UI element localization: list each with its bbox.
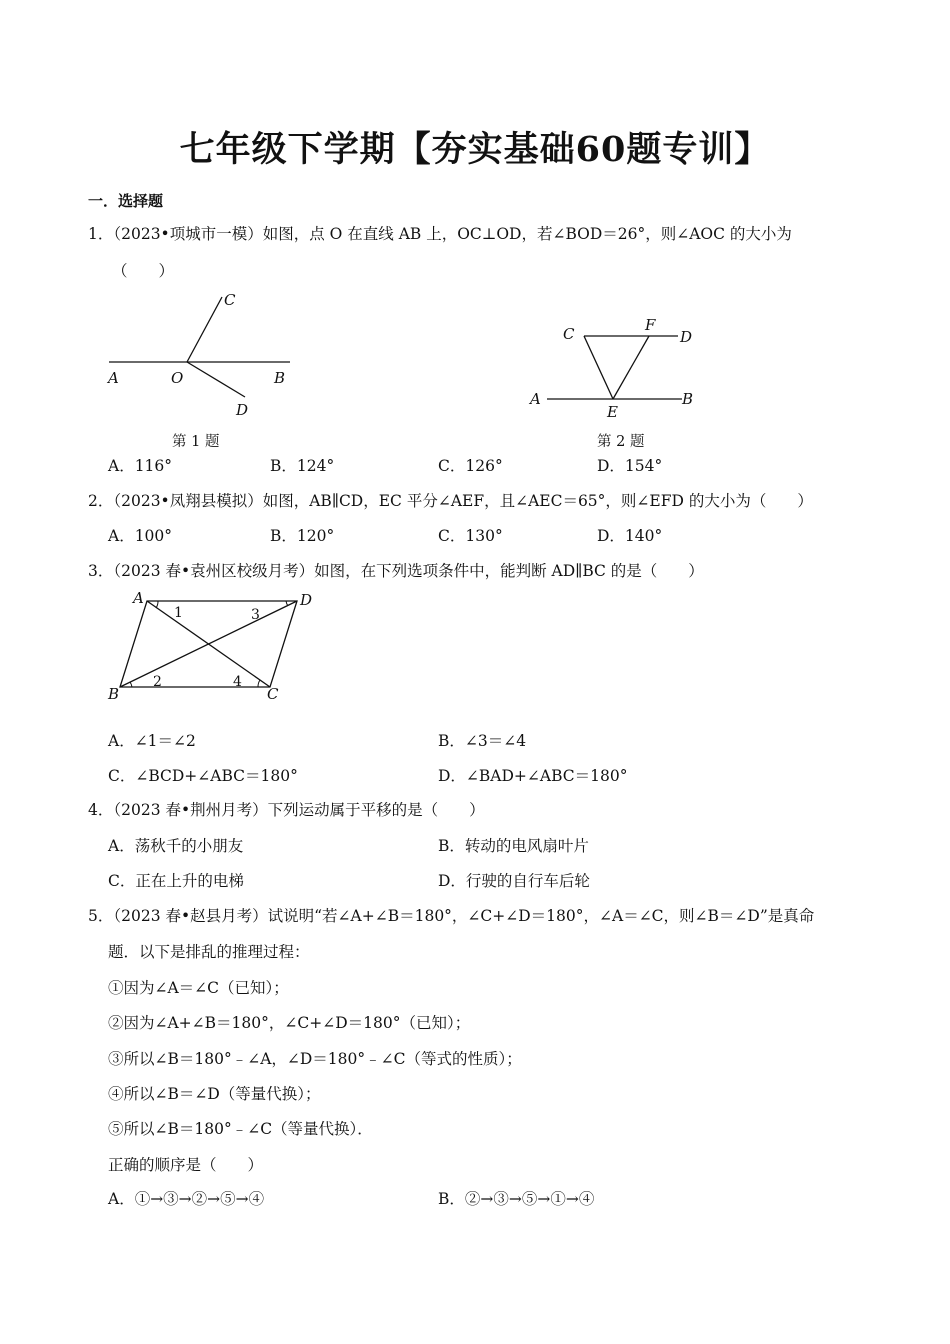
q5-step-4: ④所以∠B＝∠D（等量代换）；: [108, 1085, 321, 1103]
figure-q3: [100, 587, 330, 707]
q2-option-b[interactable]: B．120°: [270, 527, 335, 545]
q4-option-a[interactable]: A．荡秋千的小朋友: [108, 837, 244, 855]
label-angle-3: 3: [251, 607, 260, 623]
q4-option-d[interactable]: D．行驶的自行车后轮: [438, 872, 590, 890]
figure-2-caption: 第 2 题: [597, 434, 645, 450]
ray-oc: [187, 297, 222, 362]
label-a: A: [108, 369, 119, 387]
question-1-answer-blank: （ ）: [112, 262, 175, 280]
label-c: C: [563, 325, 575, 343]
q5-option-a[interactable]: A．①→③→②→⑤→④: [108, 1190, 265, 1208]
q5-step-1: ①因为∠A＝∠C（已知）；: [108, 979, 289, 997]
segment-ce: [584, 336, 613, 399]
ray-od: [187, 362, 245, 397]
segment-ef: [613, 336, 649, 399]
section-heading: 一．选择题: [88, 192, 164, 210]
question-1-text: 1．（2023•项城市一模）如图，点 O 在直线 AB 上，OC⊥OD，若∠BOD＝26°，则∠AOC 的大小为: [88, 225, 792, 243]
q5-option-b[interactable]: B．②→③→⑤→①→④: [438, 1190, 595, 1208]
label-angle-2: 2: [153, 674, 162, 690]
q2-option-c[interactable]: C．130°: [438, 527, 503, 545]
label-d: D: [680, 328, 693, 346]
q3-option-b[interactable]: B．∠3＝∠4: [438, 732, 527, 750]
q3-option-d[interactable]: D．∠BAD+∠ABC＝180°: [438, 767, 628, 785]
question-4-text: 4．（2023 春•荆州月考）下列运动属于平移的是（ ）: [88, 801, 485, 819]
figure-q2: [525, 312, 705, 422]
label-b: B: [108, 685, 120, 703]
q1-option-b[interactable]: B．124°: [270, 457, 335, 475]
angle-1-arc: [156, 601, 158, 608]
q4-option-b[interactable]: B．转动的电风扇叶片: [438, 837, 589, 855]
q3-option-c[interactable]: C．∠BCD+∠ABC＝180°: [108, 767, 298, 785]
question-2-text: 2．（2023•凤翔县模拟）如图，AB∥CD，EC 平分∠AEF，且∠AEC＝65°，则∠EFD 的大小为（ ）: [88, 492, 813, 510]
label-a: A: [133, 589, 144, 607]
q5-step-3: ③所以∠B＝180°﹣∠A，∠D＝180°﹣∠C（等式的性质）；: [108, 1050, 522, 1068]
label-f: F: [645, 316, 656, 334]
angle-3-arc: [286, 601, 288, 606]
label-e: E: [607, 403, 618, 421]
q5-step-2: ②因为∠A+∠B＝180°，∠C+∠D＝180°（已知）；: [108, 1014, 471, 1032]
q4-option-c[interactable]: C．正在上升的电梯: [108, 872, 244, 890]
q3-option-a[interactable]: A．∠1＝∠2: [108, 732, 196, 750]
q2-option-a[interactable]: A．100°: [108, 527, 173, 545]
label-angle-4: 4: [233, 674, 242, 690]
q1-option-a[interactable]: A．116°: [108, 457, 173, 475]
label-angle-1: 1: [174, 605, 183, 621]
q2-option-d[interactable]: D．140°: [597, 527, 663, 545]
label-c: C: [267, 685, 279, 703]
q1-option-d[interactable]: D．154°: [597, 457, 663, 475]
label-d: D: [300, 591, 313, 609]
q1-option-c[interactable]: C．126°: [438, 457, 503, 475]
figure-q1: [100, 285, 300, 425]
page-title: 七年级下学期【夯实基础60题专训】: [179, 129, 771, 170]
q5-step-5: ⑤所以∠B＝180°﹣∠C（等量代换）．: [108, 1120, 373, 1138]
label-d: D: [236, 401, 249, 419]
question-3-text: 3．（2023 春•袁州区校级月考）如图，在下列选项条件中，能判断 AD∥BC 的是（ ）: [88, 562, 704, 580]
label-b: B: [274, 369, 286, 387]
question-5-text: 5．（2023 春•赵县月考）试说明“若∠A+∠B＝180°，∠C+∠D＝180°，∠A＝∠C，则∠B＝∠D”是真命: [88, 907, 815, 925]
question-5-text-cont: 题．以下是排乱的推理过程：: [108, 943, 310, 961]
label-a: A: [530, 390, 541, 408]
q5-ask: 正确的顺序是（ ）: [108, 1156, 264, 1174]
angle-4-arc: [258, 680, 260, 687]
label-b: B: [682, 390, 694, 408]
angle-2-arc: [130, 682, 132, 687]
figure-1-caption: 第 1 题: [172, 434, 220, 450]
label-c: C: [224, 291, 236, 309]
label-o: O: [171, 369, 184, 387]
diagonal-bd: [120, 601, 297, 687]
